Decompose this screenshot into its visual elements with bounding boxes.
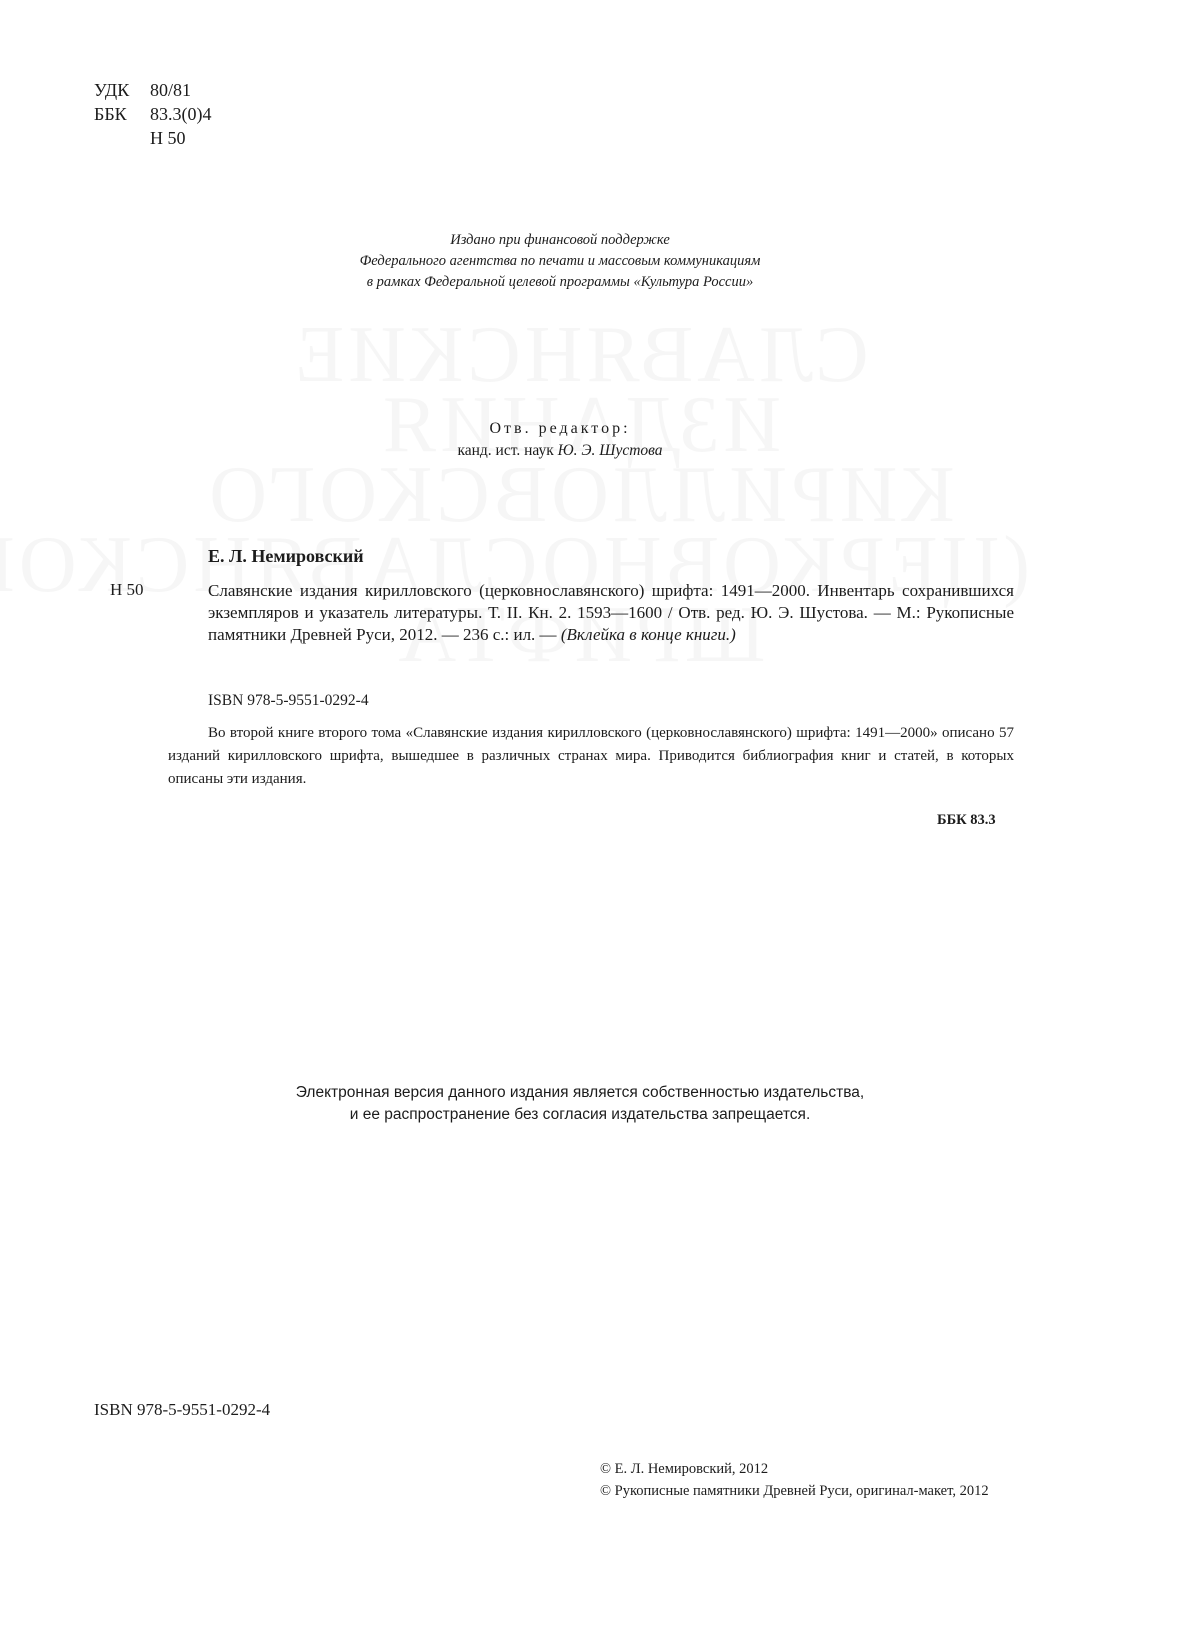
support-line-2: Федерального агентства по печати и массовым коммуникациям: [359, 253, 761, 269]
bbk-label: ББК: [94, 104, 127, 124]
copyright-author: © Е. Л. Немировский, 2012: [600, 1461, 769, 1477]
description-note: (Вклейка в конце книги.): [560, 625, 736, 644]
electronic-version-notice: [180, 1082, 980, 1126]
copyright-publisher: © Рукописные памятники Древней Руси, оригинал-макет, 2012: [600, 1483, 989, 1499]
support-line-3: в рамках Федеральной целевой программы «Культура России»: [366, 274, 754, 290]
editor-name: Ю. Э. Шустова: [557, 442, 663, 459]
udk-value: 80/81: [150, 80, 192, 100]
notice-line-1: Электронная версия данного издания является собственностью издательства,: [295, 1084, 865, 1101]
copyright-block: [600, 1458, 989, 1502]
record-isbn: ISBN 978-5-9551-0292-4: [208, 692, 369, 709]
record-author: Е. Л. Немировский: [208, 546, 364, 566]
support-line-1: Издано при финансовой поддержке: [450, 232, 670, 248]
bibliographic-description: [208, 580, 1014, 646]
editor-degree: канд. ист. наук: [457, 442, 554, 459]
author-mark: Н 50: [150, 128, 186, 148]
bbk-value: 83.3(0)4: [150, 104, 212, 124]
record-author-code: Н 50: [110, 580, 144, 599]
financial-support-note: [250, 230, 870, 293]
udk-label: УДК: [94, 80, 130, 100]
record-bbk: ББК 83.3: [937, 812, 996, 828]
editor-label: Отв. редактор:: [489, 420, 631, 437]
notice-line-2: и ее распространение без согласия издательства запрещается.: [349, 1106, 811, 1123]
description-main: Славянские издания кирилловского (церковнославянского) шрифта: 1491—2000. Инвентарь сохранившихся экземпляров и указатель литературы. Т. II. Кн. 2. 1593—1600 / Отв. ред. Ю. Э. Шустова. — М.: Рукописные памятники Древней Руси, 2012. — 236 с.: ил. —: [208, 581, 1014, 644]
annotation: Во второй книге второго тома «Славянские издания кирилловского (церковнославянского) шрифта: 1491—2000» описано 57 изданий кирилловского шрифта, вышедшее в различных странах мира. Приводится библиография книг и статей, в которых описаны эти издания.: [168, 725, 1014, 787]
classification-block: [94, 78, 212, 150]
responsible-editor: [300, 418, 820, 462]
footer-isbn: ISBN 978-5-9551-0292-4: [94, 1400, 271, 1419]
